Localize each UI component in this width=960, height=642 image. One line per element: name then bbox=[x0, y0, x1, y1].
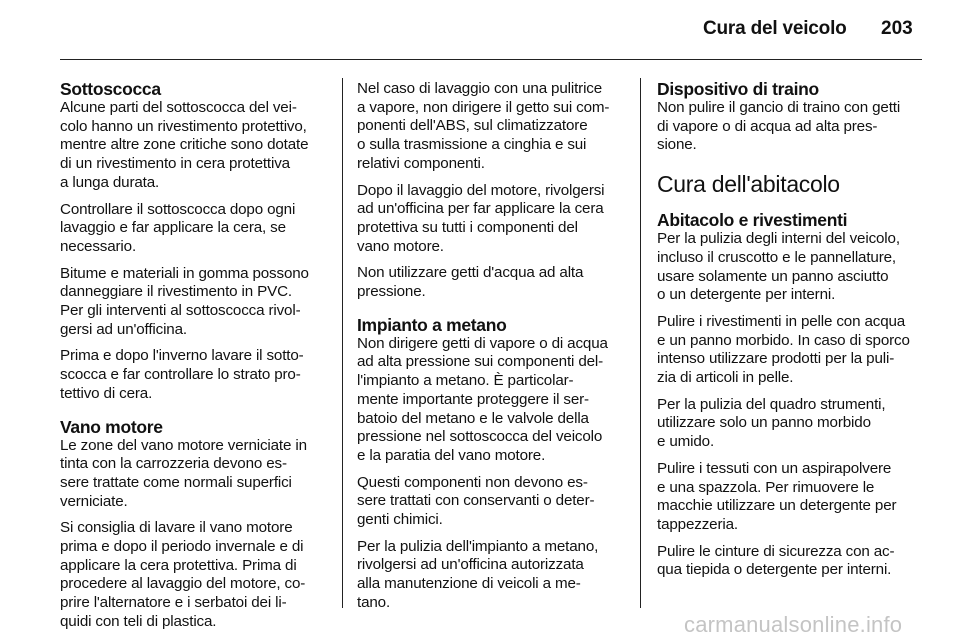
paragraph: Controllare il sottoscocca dopo ogni lavaggio e far applicare la cera, se necessario. bbox=[60, 200, 296, 255]
paragraph: Non utilizzare getti d'acqua ad alta pressione. bbox=[357, 264, 584, 301]
page-number: 203 bbox=[881, 18, 913, 39]
section-heading: Sottoscocca bbox=[60, 79, 161, 99]
watermark-text: carmanualsonline.info bbox=[684, 612, 903, 637]
column-right bbox=[657, 80, 927, 590]
column-left bbox=[60, 80, 330, 642]
paragraph: Dopo il lavaggio del motore, rivolgersi ad un'officina per far applicare la cera protettiva su tutti i componenti del vano motore. bbox=[357, 181, 605, 255]
column-divider-1 bbox=[342, 78, 343, 608]
paragraph: Per la pulizia dell'impianto a metano, rivolgersi ad un'officina autorizzata alla manutenzione di veicoli a me- tano. bbox=[357, 537, 599, 611]
column-divider-2 bbox=[640, 78, 641, 608]
section-abitacolo-rivestimenti bbox=[657, 211, 927, 580]
paragraph: Per la pulizia del quadro strumenti, utilizzare solo un panno morbido e umido. bbox=[657, 395, 886, 451]
page-header bbox=[0, 0, 960, 60]
paragraph: Questi componenti non devono es- sere trattati con conservanti o deter- genti chimici. bbox=[357, 473, 595, 529]
section-dispositivo-traino bbox=[657, 80, 927, 155]
section-vano-motore-cont bbox=[357, 80, 630, 302]
paragraph: Alcune parti del sottoscocca del vei- colo hanno un rivestimento protettivo, mentre altre zone critiche sono dotate di un rivestimento in cera protettiva a lunga durata. bbox=[60, 99, 309, 191]
section-heading: Vano motore bbox=[60, 416, 163, 437]
paragraph: Si consiglia di lavare il vano motore prima e dopo il periodo invernale e di applicare la cera protettiva. Prima di procedere al lavaggio del motore, co- prire l'alternatore e i serbatoi dei li- quidi con teli di plastica. bbox=[60, 519, 306, 630]
paragraph: Prima e dopo l'inverno lavare il sotto- scocca e far controllare lo strato pro- tettivo di cera. bbox=[60, 347, 304, 402]
paragraph: Nel caso di lavaggio con una pulitrice a vapore, non dirigere il getto sui com- ponenti dell'ABS, sul climatizzatore o sulla trasmissione a cinghia e sui relativi componenti. bbox=[357, 80, 610, 172]
paragraph: Le zone del vano motore verniciate in tinta con la carrozzeria devono es- sere trattate come normali superfici verniciate. bbox=[60, 436, 307, 510]
chapter-title: Cura dell'abitacolo bbox=[657, 171, 840, 198]
section-vano-motore bbox=[60, 418, 330, 632]
section-heading: Abitacolo e rivestimenti bbox=[657, 210, 848, 231]
paragraph: Pulire i rivestimenti in pelle con acqua e un panno morbido. In caso di sporco intenso utilizzare prodotti per la puli- zia di articoli in pelle. bbox=[657, 312, 910, 387]
paragraph: Pulire le cinture di sicurezza con ac- qua tiepida o detergente per interni. bbox=[657, 542, 895, 579]
paragraph: Bitume e materiali in gomma possono danneggiare il rivestimento in PVC. Per gli interventi al sottoscocca rivol- gersi ad un'officina. bbox=[60, 264, 309, 338]
paragraph: Pulire i tessuti con un aspirapolvere e una spazzola. Per rimuovere le macchie utilizzare un detergente per tappezzeria. bbox=[657, 459, 897, 533]
section-sottoscocca bbox=[60, 80, 330, 404]
section-heading: Dispositivo di traino bbox=[657, 79, 819, 99]
paragraph: Per la pulizia degli interni del veicolo, incluso il cruscotto e le pannellature, usare solamente un panno asciutto o un detergente per interni. bbox=[657, 230, 900, 304]
paragraph: Non pulire il gancio di traino con getti di vapore o di acqua ad alta pres- sione. bbox=[657, 99, 901, 154]
running-title: Cura del veicolo bbox=[703, 18, 847, 39]
column-middle bbox=[357, 80, 630, 623]
section-impianto-metano bbox=[357, 316, 630, 613]
section-heading: Impianto a metano bbox=[357, 314, 507, 335]
paragraph: Non dirigere getti di vapore o di acqua ad alta pressione sui componenti del- l'impianto a metano. È particolar- mente importante proteggere il ser- batoio del metano e le valvole della pressione nel sottoscocca del veicolo e la paratia del vano motore. bbox=[357, 334, 608, 464]
header-divider bbox=[60, 59, 922, 60]
